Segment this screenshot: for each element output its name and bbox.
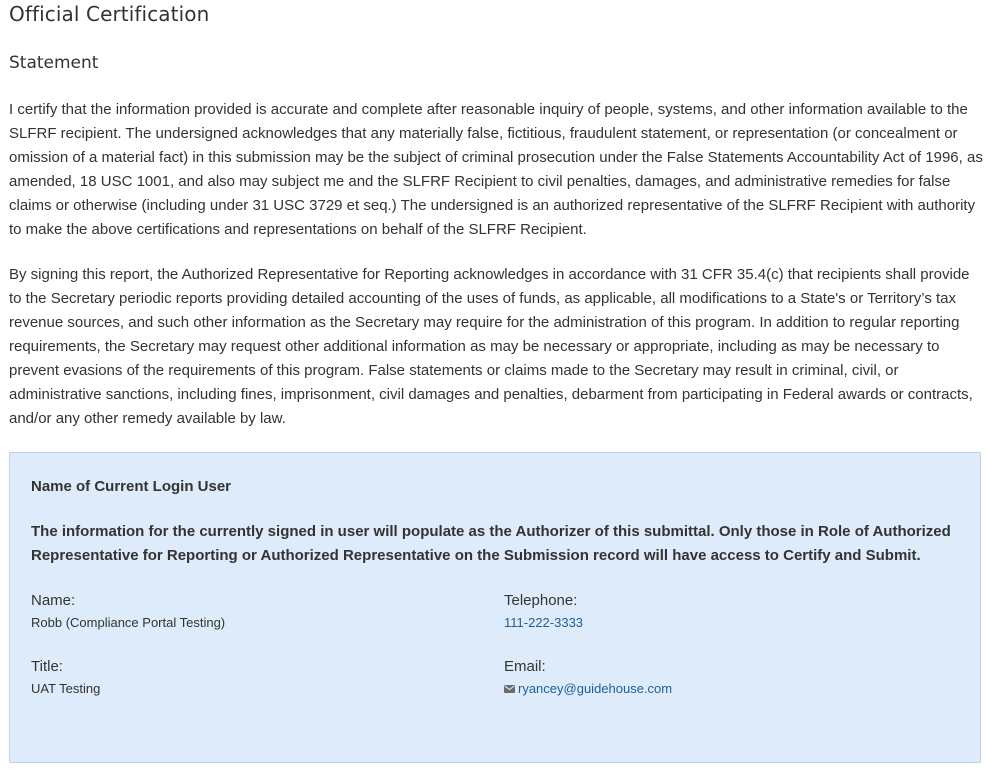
statement-paragraph-2: By signing this report, the Authorized Representative for Reporting acknowledges in accordance with 31 CFR 35.4(c) that recipients shall provide to the Secretary periodic reports providing detailed accounting of the uses of funds, as applicable, all modifications to a State's or Territory’s tax revenue sources, and such other information as the Secretary may require for the administration of this program. In addition to regular reporting requirements, the Secretary may request other additional information as may be necessary or appropriate, including as may be necessary to prevent evasions of the requirements of this program. False statements or claims made to the Secretary may result in criminal, civil, or administrative sanctions, including fines, imprisonment, civil damages and penalties, debarment from participating in Federal awards or contracts, and/or any other remedy available by law.: [9, 266, 973, 427]
title-field: [31, 657, 100, 698]
name-label: Name:: [31, 592, 76, 609]
section-title-statement: Statement: [9, 53, 99, 73]
telephone-link[interactable]: 111-222-3333: [504, 615, 584, 630]
name-value: Robb (Compliance Portal Testing): [31, 615, 226, 630]
title-label: Title:: [31, 658, 63, 675]
telephone-value-wrap: [504, 614, 583, 632]
telephone-field: [504, 591, 583, 632]
telephone-label: Telephone:: [504, 592, 578, 609]
email-value-wrap: [504, 680, 672, 698]
statement-paragraph-1: I certify that the information provided is accurate and complete after reasonable inquiry of people, systems, and other information available to the SLFRF recipient. The undersigned acknowledges that any materially false, fictitious, fraudulent statement, or representation (or concealment or omission of a material fact) in this submission may be the subject of criminal prosecution under the False Statements Accountability Act of 1996, as amended, 18 USC 1001, and also may subject me and the SLFRF Recipient to civil penalties, damages, and administrative remedies for false claims or otherwise (including under 31 USC 3729 et seq.) The undersigned is an authorized representative of the SLFRF Recipient with authority to make the above certifications and representations on behalf of the SLFRF Recipient.: [9, 101, 983, 238]
title-value: UAT Testing: [31, 681, 101, 696]
email-link[interactable]: ryancey@guidehouse.com: [518, 681, 673, 696]
email-field: [504, 657, 672, 698]
email-label: Email:: [504, 658, 546, 675]
mail-icon: [504, 685, 515, 693]
login-user-panel: [9, 452, 981, 763]
authorizer-notice: The information for the currently signed in user will populate as the Authorizer of this submittal. Only those in Role of Authorized Representative for Reporting or Authorized Representative on the Submission record will have access to Certify and Submit.: [31, 523, 951, 564]
login-user-heading: Name of Current Login User: [31, 478, 232, 495]
name-field: [31, 591, 225, 632]
page-title: Official Certification: [9, 2, 210, 26]
